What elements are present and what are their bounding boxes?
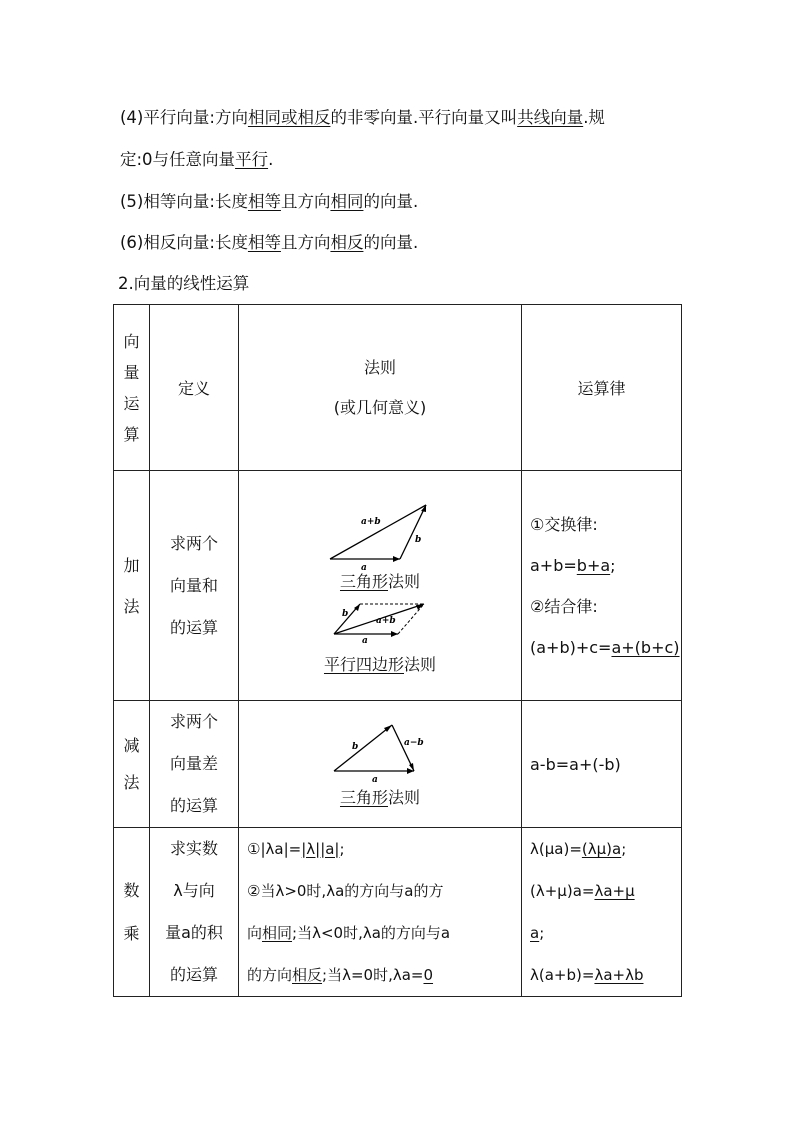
- answer-blank: (λμ)a: [581, 840, 622, 858]
- item-label: (4)平行向量:: [120, 108, 215, 127]
- item-parallel-vectors: (4)平行向量:方向相同或相反的非零向量.平行向量又叫共线向量.规: [120, 108, 605, 127]
- definition-scalar-multiplication: 求实数 λ与向 量a的积 的运算: [150, 828, 239, 997]
- answer-blank: 相等: [247, 192, 281, 211]
- op-subtraction: 减 法: [114, 701, 150, 828]
- answer-blank: 相反: [330, 233, 364, 252]
- label-b: b: [352, 741, 359, 752]
- law-scalar-multiplication: λ(μa)=(λμ)a; (λ+μ)a=λa+μ a; λ(a+b)=λa+λb: [522, 828, 682, 997]
- label-b: b: [342, 608, 349, 619]
- item-parallel-vectors-cont: 定:0与任意向量平行.: [120, 150, 274, 169]
- label-a-plus-b: a+b: [376, 615, 396, 626]
- parallelogram-rule-figure: [330, 598, 430, 644]
- answer-blank: 平行: [235, 150, 269, 169]
- rule-subtraction: b a−b a 三角形法则: [239, 701, 522, 828]
- table-header-row: [114, 305, 682, 471]
- answer-blank: 相同: [262, 924, 293, 942]
- label-a: a: [362, 635, 368, 646]
- label-a: a: [372, 774, 378, 785]
- label-a-minus-b: a−b: [404, 737, 424, 748]
- header-rule: 法则 (或几何意义): [239, 305, 522, 471]
- answer-blank: λa+μ: [594, 882, 635, 900]
- answer-blank: 平行四边形: [323, 654, 404, 674]
- answer-blank: a: [530, 924, 540, 942]
- op-addition: 加 法: [114, 471, 150, 701]
- answer-blank: 相同: [330, 192, 364, 211]
- answer-blank: 相等: [247, 233, 281, 252]
- header-definition: 定义: [150, 305, 239, 471]
- table-row-subtraction: [114, 701, 682, 828]
- rule-addition: a+b b a 三角形法则 b a+b a 平行四边形法则: [239, 471, 522, 701]
- answer-blank: λa+λb: [594, 966, 644, 984]
- header-operation: 向 量 运 算: [114, 305, 150, 471]
- header-law: 运算律: [522, 305, 682, 471]
- subtraction-triangle-figure: [330, 721, 430, 783]
- label-a-plus-b: a+b: [361, 516, 381, 527]
- label-a: a: [361, 562, 367, 573]
- answer-blank: b+a: [576, 555, 611, 575]
- item-label: (6)相反向量:: [120, 233, 215, 252]
- item-label: (5)相等向量:: [120, 192, 215, 211]
- table-row-addition: [114, 471, 682, 701]
- answer-blank: 0: [423, 966, 434, 984]
- answer-blank: 三角形: [339, 571, 388, 591]
- triangle-rule-figure: [325, 497, 435, 573]
- answer-blank: 共线向量: [517, 108, 584, 127]
- table-row-scalar-multiplication: [114, 828, 682, 997]
- definition-subtraction: 求两个 向量差 的运算: [150, 701, 239, 828]
- law-addition: ①交换律: a+b=b+a; ②结合律: (a+b)+c=a+(b+c): [522, 471, 682, 701]
- section-title: 2.向量的线性运算: [118, 274, 250, 293]
- answer-blank: 相反: [292, 966, 323, 984]
- answer-blank: a+(b+c): [611, 637, 680, 657]
- law-subtraction: a-b=a+(-b): [522, 701, 682, 828]
- definition-addition: 求两个 向量和 的运算: [150, 471, 239, 701]
- answer-blank: |λ||a|: [301, 840, 340, 858]
- item-equal-vectors: (5)相等向量:长度相等且方向相同的向量.: [120, 192, 419, 211]
- label-b: b: [415, 534, 422, 545]
- answer-blank: 三角形: [339, 787, 388, 807]
- op-scalar-multiplication: 数 乘: [114, 828, 150, 997]
- answer-blank: 相同或相反: [247, 108, 331, 127]
- item-opposite-vectors: (6)相反向量:长度相等且方向相反的向量.: [120, 233, 419, 252]
- linear-operations-table: [113, 304, 682, 997]
- rule-scalar-multiplication: ①|λa|=|λ||a|; ②当λ>0时,λa的方向与a的方 向相同;当λ<0时,λa的方向与a 的方向相反;当λ=0时,λa=0: [239, 828, 522, 997]
